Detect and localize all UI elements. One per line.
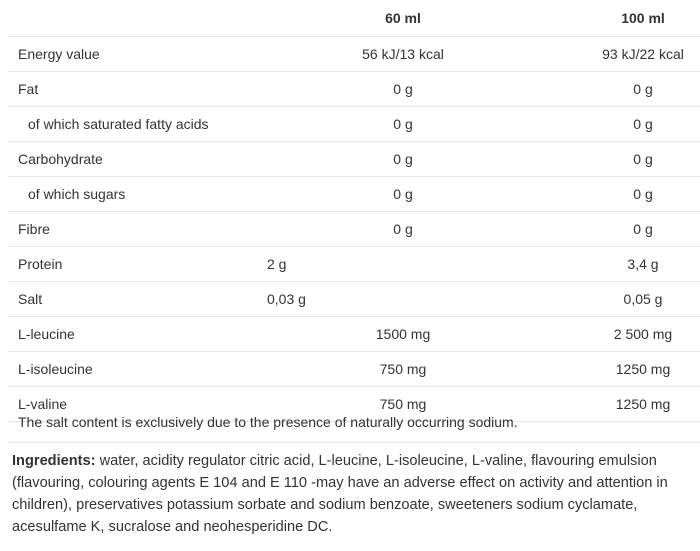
value-60ml: 2 g <box>267 256 287 272</box>
table-row <box>8 177 700 212</box>
nutrient-label: of which sugars <box>28 186 126 202</box>
value-60ml: 750 mg <box>379 396 427 412</box>
value-100ml: 2 500 mg <box>613 326 673 342</box>
value-100ml: 3,4 g <box>627 256 659 272</box>
nutrient-label: Salt <box>18 291 43 307</box>
value-60ml: 1500 mg <box>375 326 431 342</box>
table-row <box>8 282 700 317</box>
value-100ml: 0 g <box>633 221 653 237</box>
value-100ml: 0,05 g <box>623 291 663 307</box>
table-row <box>8 142 700 177</box>
table-row <box>8 317 700 352</box>
nutrient-label: Energy value <box>18 46 100 62</box>
header-100ml: 100 ml <box>621 10 665 26</box>
value-100ml: 0 g <box>633 186 653 202</box>
value-60ml: 0,03 g <box>267 291 306 307</box>
value-60ml: 750 mg <box>379 361 427 377</box>
nutrient-label: Carbohydrate <box>18 151 103 167</box>
value-60ml: 0 g <box>393 151 413 167</box>
nutrient-label: Fat <box>18 81 39 97</box>
nutrient-label: Fibre <box>18 221 50 237</box>
table-row <box>8 107 700 142</box>
table-row <box>8 352 700 387</box>
nutrient-label: L-isoleucine <box>18 361 93 377</box>
nutrient-label: of which saturated fatty acids <box>28 116 209 132</box>
nutrition-table <box>8 0 700 422</box>
table-header-row <box>8 0 700 37</box>
value-100ml: 0 g <box>633 116 653 132</box>
value-100ml: 0 g <box>633 151 653 167</box>
value-100ml: 93 kJ/22 kcal <box>602 46 684 62</box>
nutrient-label: L-valine <box>18 396 68 412</box>
value-60ml: 0 g <box>393 81 413 97</box>
salt-note: The salt content is exclusively due to the presence of naturally occurring sodium. <box>18 414 518 430</box>
nutrient-label: L-leucine <box>18 326 75 342</box>
value-60ml: 56 kJ/13 kcal <box>362 46 444 62</box>
value-100ml: 1250 mg <box>615 396 671 412</box>
nutrient-label: Protein <box>18 256 63 272</box>
header-60ml: 60 ml <box>385 10 421 26</box>
value-60ml: 0 g <box>393 221 413 237</box>
value-100ml: 0 g <box>633 81 653 97</box>
table-row <box>8 72 700 107</box>
value-60ml: 0 g <box>393 186 413 202</box>
ingredients-text: water, acidity regulator citric acid, L-leucine, L-isoleucine, L-valine, flavouring emulsion (flavouring, colouring agents E 104 and E 110 -may have an adverse effect on activity and attention in children), preservatives potassium sorbate and sodium benzoate, sweeteners sodium cyclamate, acesulfame K, sucralose and neohesperidine DC. <box>12 453 668 535</box>
table-row <box>8 247 700 282</box>
table-row <box>8 37 700 72</box>
table-row <box>8 212 700 247</box>
ingredients-label: Ingredients: <box>12 453 96 469</box>
value-60ml: 0 g <box>393 116 413 132</box>
value-100ml: 1250 mg <box>615 361 671 377</box>
divider <box>8 442 700 443</box>
ingredients-paragraph <box>12 450 694 538</box>
